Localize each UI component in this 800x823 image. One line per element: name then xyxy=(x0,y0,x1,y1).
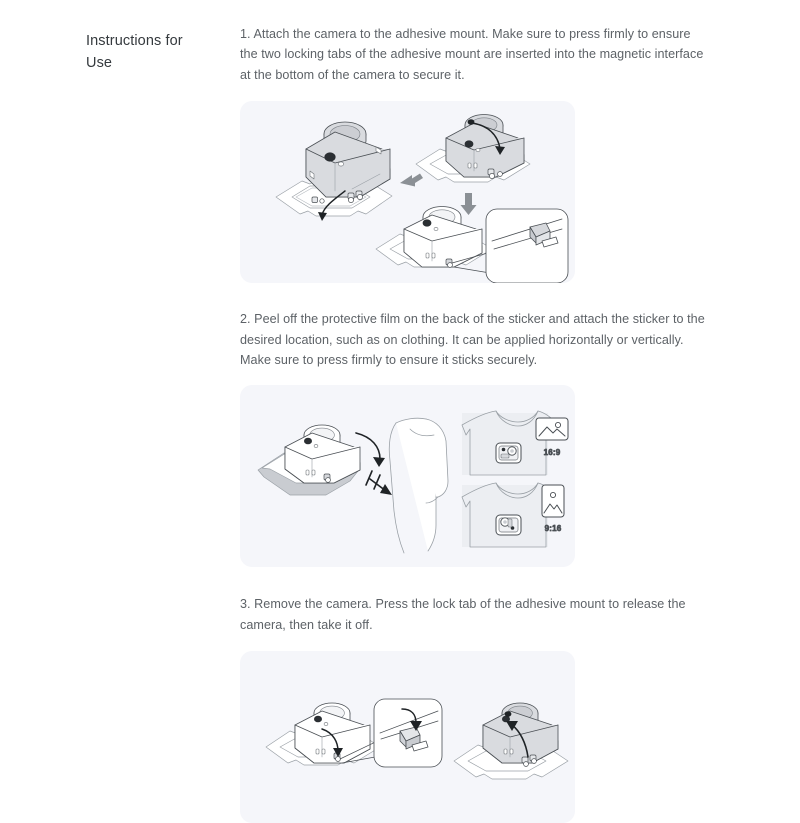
locking-tab-closeup-callout xyxy=(486,209,568,283)
ratio-label-16-9: 16:9 xyxy=(543,448,561,458)
landscape-photo-icon xyxy=(536,418,568,440)
camera-on-mount-left xyxy=(266,703,386,765)
camera-badge-horizontal xyxy=(496,443,521,463)
step-2-illustration xyxy=(240,385,575,567)
curved-insertion-arrowhead xyxy=(318,212,327,221)
step-3-text: 3. Remove the camera. Press the lock tab of the adhesive mount to release the camera, then take it off. xyxy=(240,597,686,632)
down-block-arrow xyxy=(461,193,477,215)
page-title xyxy=(86,30,226,75)
step-1-text: 1. Attach the camera to the adhesive mount. Make sure to press firmly to ensure the two locking tabs of the adhesive mount are inserted into the magnetic interface at the bottom of the camera to secure it. xyxy=(240,27,704,82)
camera-on-adhesive-sticker xyxy=(258,425,360,495)
right-block-arrow xyxy=(400,174,423,187)
torso-side-view xyxy=(389,419,448,554)
instruction-steps xyxy=(240,24,710,823)
step-1-illustration xyxy=(240,101,575,283)
page-title-line-2: Use xyxy=(86,55,113,72)
portrait-photo-icon xyxy=(542,485,564,517)
assembled-camera-on-mount-bottom xyxy=(376,207,502,276)
attach-to-clothing-arrow xyxy=(366,471,392,495)
step-3-illustration xyxy=(240,651,575,823)
ratio-label-9-16: 9:16 xyxy=(544,524,562,534)
lock-tab-closeup-callout xyxy=(374,699,442,767)
camera-badge-vertical xyxy=(496,515,521,535)
page-title-line-1: Instructions for xyxy=(86,33,183,49)
camera-released-right xyxy=(454,703,568,779)
step-2-text: 2. Peel off the protective film on the back of the sticker and attach the sticker to the desired location, such as on clothing. It can be applied horizontally or vertically. Make sure to press firmly to ensure it sticks securely. xyxy=(240,312,705,367)
assembled-camera-on-mount-top xyxy=(416,115,530,183)
